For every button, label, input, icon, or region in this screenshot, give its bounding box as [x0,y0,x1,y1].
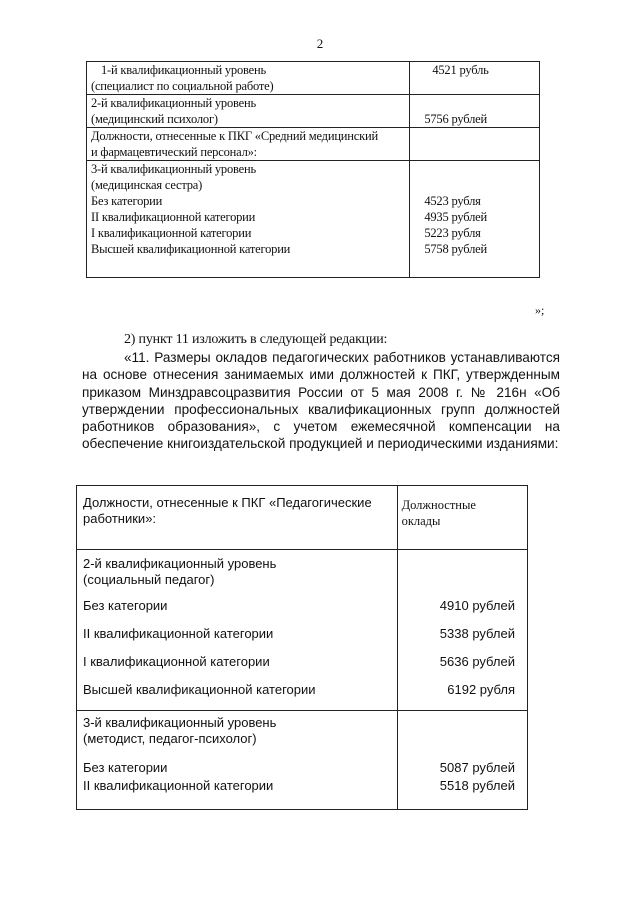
category-label: Без категории [83,598,168,613]
category-label: II квалификационной категории [83,626,274,641]
salary-table-pedagogical [76,485,528,810]
salary-amount: 5087 рублей [439,760,515,775]
position-cell [87,161,410,278]
salary-cell [410,95,540,128]
salary-amount: 4910 рублей [439,598,515,613]
cell-line: 3-й квалификационный уровень [91,162,256,176]
salary-amount: 6192 рубля [447,682,515,697]
cell-line [424,95,535,111]
page-number: 2 [316,36,324,51]
cell-line: (специалист по социальной работе) [91,79,274,93]
closing-quote: »; [535,303,545,317]
table-row [87,95,540,128]
cell-line: 5758 рублей [424,242,487,256]
salary-cell [397,550,527,711]
header-line: оклады [401,514,441,528]
cell-line: 5223 рубля [424,226,481,240]
amendment-text: «11. Размеры окладов педагогических работников устанавливаются на основе отнесения занимаемых ими должностей к ПКГ, утвержденным приказом Минздравсоцразвития России от 5 мая 2008 г. № 216н «Об утверждении профессиональных квалификационных групп должностей работников образования», с учетом ежемесячной компенсации на обеспечение книгоиздательской продукцией и периодическими изданиями: [82,350,560,452]
cell-line: (медицинская сестра) [91,178,203,192]
cell-line: Должности, отнесенные к ПКГ «Средний медицинский [91,129,378,143]
position-cell [77,711,398,810]
level-title: 2-й квалификационный уровень [83,556,277,571]
position-cell [87,95,410,128]
cell-line: Высшей квалификационной категории [91,242,291,256]
salary-amount: 5338 рублей [439,626,515,641]
cell-line: 4523 рубля [424,194,481,208]
salary-amount: 5636 рублей [439,654,515,669]
cell-line: 5756 рублей [424,112,487,126]
header-line: работники»: [83,511,157,526]
cell-line: 4521 рубль [432,63,489,77]
cell-line: 4935 рублей [424,210,487,224]
header-line: Должностные [401,498,476,512]
header-salary [397,486,527,550]
table-row [87,161,540,278]
table-row [87,62,540,95]
table-row [77,711,528,810]
salary-cell [410,128,540,161]
level-title: 3-й квалификационный уровень [83,715,277,730]
cell-line: II квалификационной категории [91,210,256,224]
salary-cell [410,62,540,95]
cell-line: I квалификационной категории [91,226,252,240]
cell-line: Без категории [91,194,163,208]
cell-line [424,161,535,177]
cell-line [424,177,535,193]
cell-line: (медицинский психолог) [91,112,218,126]
salary-cell [397,711,527,810]
table-header-row [77,486,528,550]
cell-line: 1-й квалификационный уровень [101,63,266,77]
position-cell [87,62,410,95]
salary-table-medical [86,61,540,278]
cell-line: 2-й квалификационный уровень [91,96,256,110]
table-row [77,550,528,711]
level-subtitle: (социальный педагог) [83,572,215,587]
category-label: I квалификационной категории [83,654,270,669]
category-label: Без категории [83,760,168,775]
level-subtitle: (методист, педагог-психолог) [83,731,257,746]
header-line: Должности, отнесенные к ПКГ «Педагогические [83,495,372,510]
category-label: II квалификационной категории [83,778,274,793]
header-position [77,486,398,550]
amendment-paragraph: 2) пункт 11 изложить в следующей редакции: [124,332,388,347]
table-row [87,128,540,161]
salary-amount: 5518 рублей [439,778,515,793]
position-cell [77,550,398,711]
salary-cell [410,161,540,278]
cell-line: и фармацевтический персонал»: [91,145,257,159]
category-label: Высшей квалификационной категории [83,682,316,697]
position-cell [87,128,410,161]
